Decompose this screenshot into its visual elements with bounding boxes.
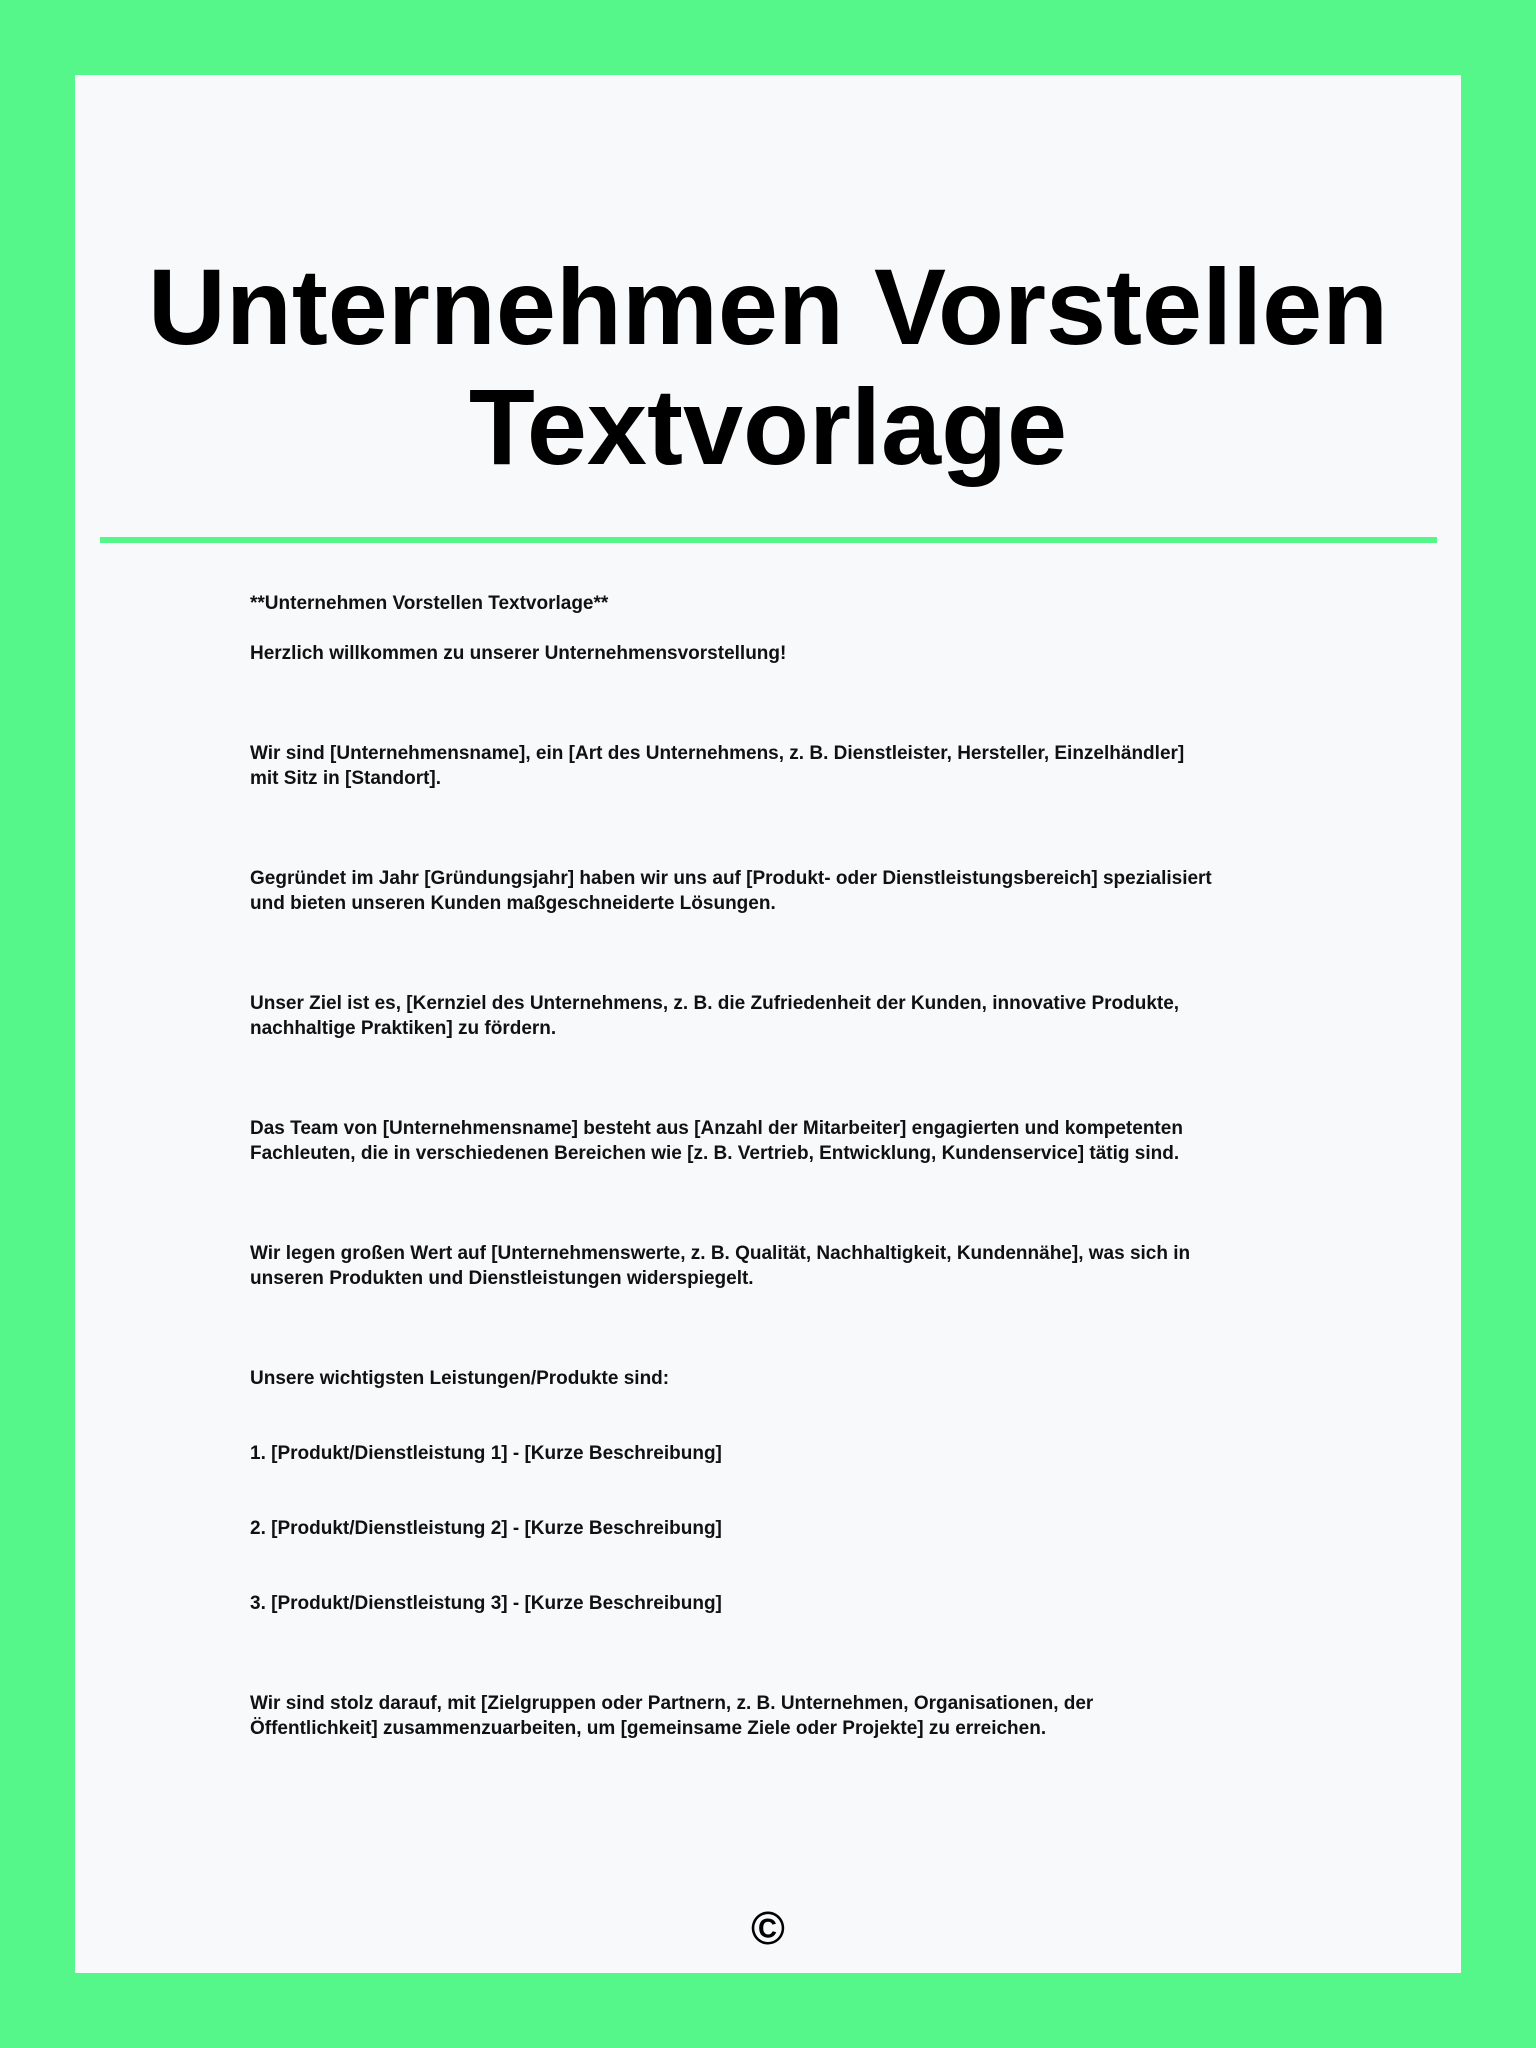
team-line-1: Das Team von [Unternehmensname] besteht aus [Anzahl der Mitarbeiter] engagierten und kompetenten (250, 1118, 1183, 1139)
copyright-icon: © (751, 1902, 785, 1954)
founded-line-2: und bieten unseren Kunden maßgeschneiderte Lösungen. (250, 893, 776, 914)
goal-line-2: nachhaltige Praktiken] zu fördern. (250, 1018, 557, 1039)
welcome-line: Herzlich willkommen zu unserer Unternehmensvorstellung! (250, 643, 787, 664)
partners-line-2: Öffentlichkeit] zusammenzuarbeiten, um [gemeinsame Ziele oder Projekte] zu erreichen. (250, 1718, 1047, 1739)
document-title (75, 247, 1461, 487)
team-line-2: Fachleuten, die in verschiedenen Bereichen wie [z. B. Vertrieb, Entwicklung, Kundenservice] tätig sind. (250, 1143, 1180, 1164)
founded-line-1: Gegründet im Jahr [Gründungsjahr] haben wir uns auf [Produkt- oder Dienstleistungsbereich] spezialisiert (250, 868, 1212, 889)
goal-line-1: Unser Ziel ist es, [Kernziel des Unternehmens, z. B. die Zufriedenheit der Kunden, innovative Produkte, (250, 993, 1180, 1014)
service-item-2: 2. [Produkt/Dienstleistung 2] - [Kurze Beschreibung] (250, 1518, 722, 1539)
title-divider (100, 537, 1437, 543)
partners-line-1: Wir sind stolz darauf, mit [Zielgruppen oder Partnern, z. B. Unternehmen, Organisationen, der (250, 1693, 1094, 1714)
intro-line-1: Wir sind [Unternehmensname], ein [Art des Unternehmens, z. B. Dienstleister, Hersteller, Einzelhändler] (250, 743, 1185, 764)
service-item-3: 3. [Produkt/Dienstleistung 3] - [Kurze Beschreibung] (250, 1593, 722, 1614)
document-title-line-1: Unternehmen Vorstellen (147, 246, 1389, 367)
service-item-1: 1. [Produkt/Dienstleistung 1] - [Kurze Beschreibung] (250, 1443, 722, 1464)
values-line-1: Wir legen großen Wert auf [Unternehmenswerte, z. B. Qualität, Nachhaltigkeit, Kundennähe], was sich in (250, 1243, 1191, 1264)
intro-line-2: mit Sitz in [Standort]. (250, 768, 442, 789)
body-heading: **Unternehmen Vorstellen Textvorlage** (250, 593, 609, 614)
document-page (75, 75, 1461, 1973)
document-title-line-2: Textvorlage (468, 366, 1068, 487)
services-intro: Unsere wichtigsten Leistungen/Produkte sind: (250, 1368, 670, 1389)
values-line-2: unseren Produkten und Dienstleistungen widerspiegelt. (250, 1268, 754, 1289)
